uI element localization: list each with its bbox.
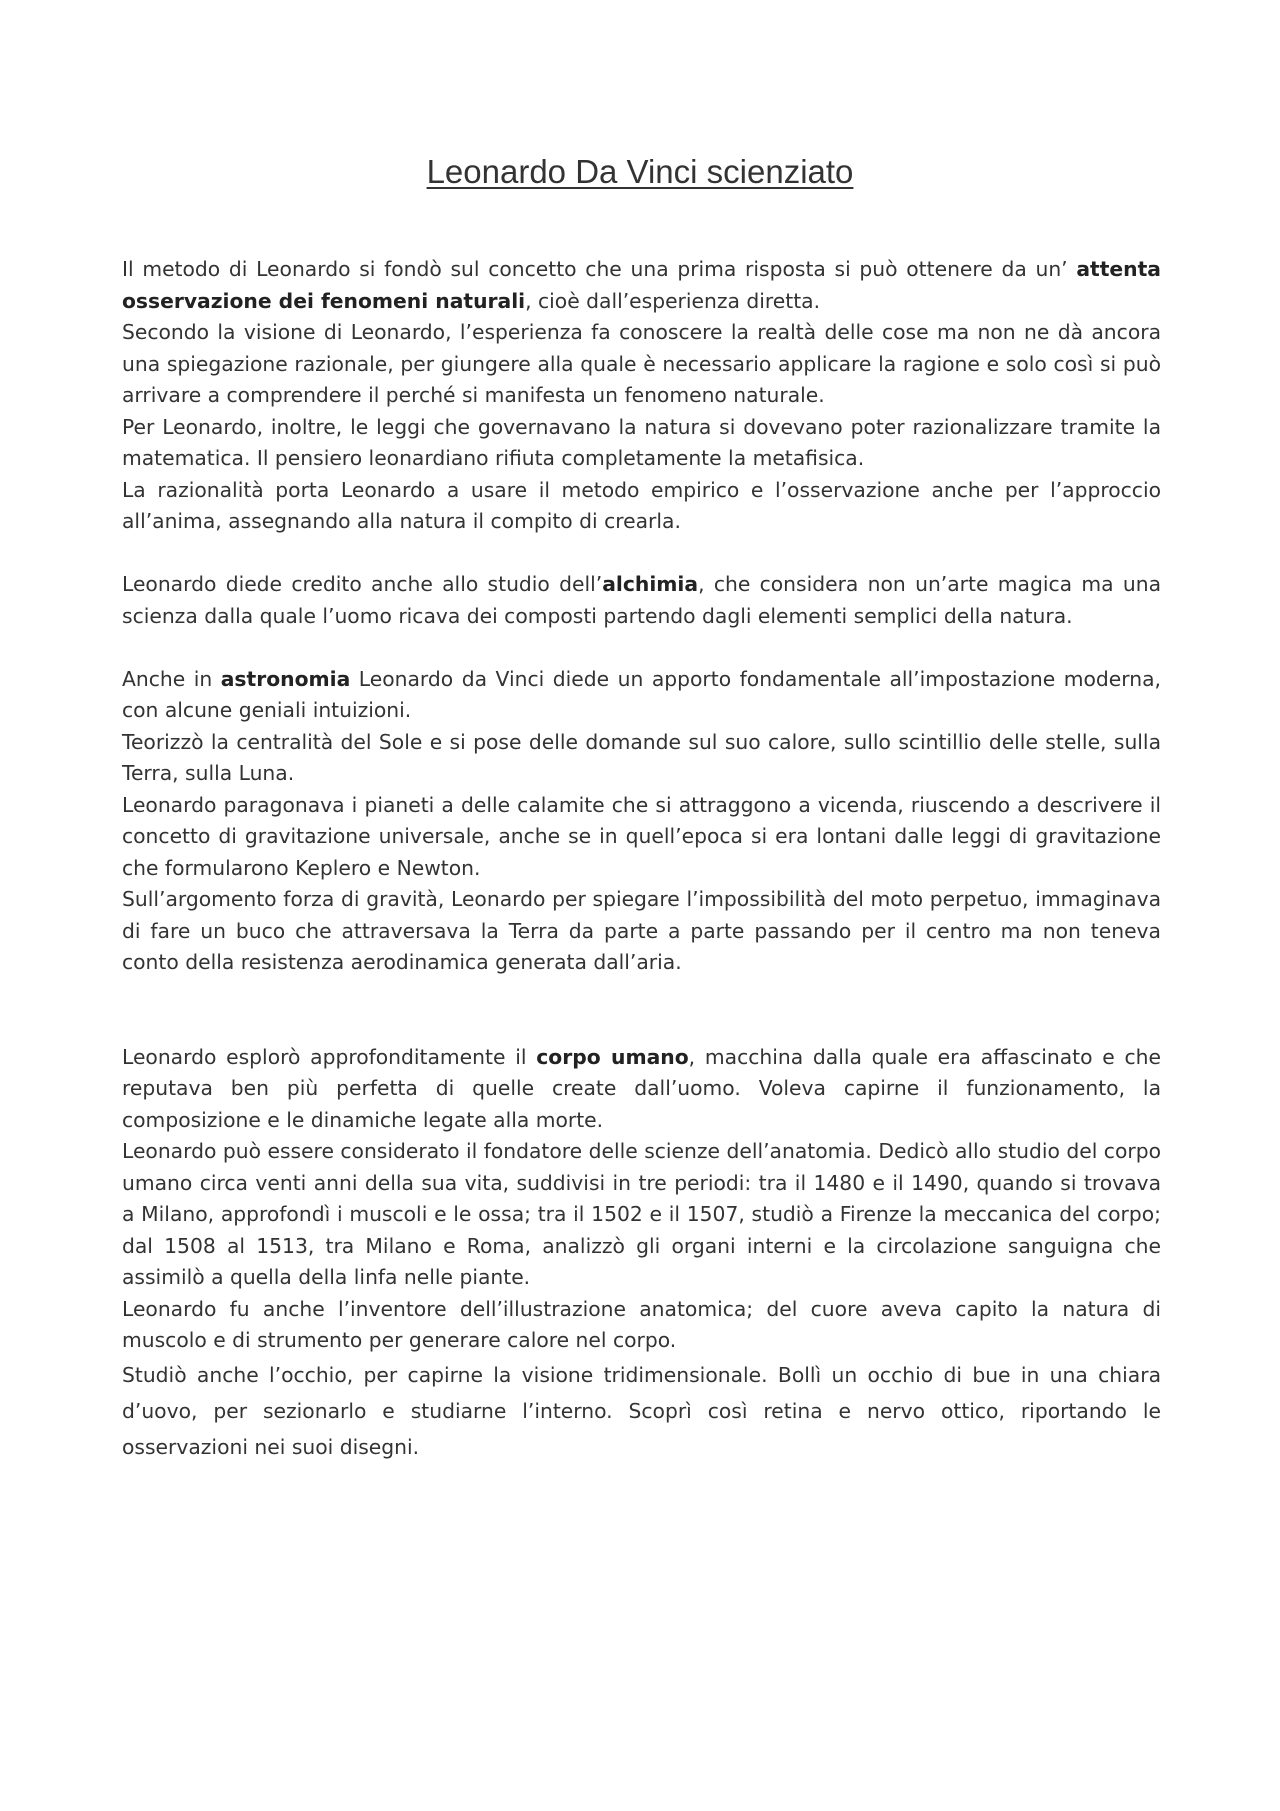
paragraph-text: , cioè dall’esperienza diretta.: [525, 288, 821, 313]
paragraph-text: Anche in: [122, 666, 221, 691]
document-title: [0, 152, 1280, 192]
paragraph-mathematics: Per Leonardo, inoltre, le leggi che governavano la natura si dovevano poter razionalizzare tramite la matematica. Il pensiero leonardiano rifiuta completamente la metafisica.: [122, 414, 1161, 470]
paragraph-text: , che considera non un’arte magica ma una scienza dalla quale l’uomo ricava dei composti partendo dagli elementi semplici della natura.: [122, 572, 1161, 628]
paragraph-method: [122, 254, 1161, 317]
paragraph-text: Leonardo esplorò approfonditamente il: [122, 1044, 537, 1069]
paragraph-sun: Teorizzò la centralità del Sole e si pose delle domande sul suo calore, sullo scintillio delle stelle, sulla Terra, sulla Luna.: [122, 729, 1161, 785]
paragraph-text: Il metodo di Leonardo si fondò sul concetto che una prima risposta si può ottenere da un’: [122, 257, 1077, 281]
paragraph-gravity: Sull’argomento forza di gravità, Leonardo per spiegare l’impossibilità del moto perpetuo, immaginava di fare un buco che attraversava la Terra da parte a parte passando per il centro ma non teneva conto della resistenza aerodinamica generata dall’aria.: [122, 887, 1161, 974]
bold-term: astronomia: [220, 666, 351, 691]
bold-term: attenta osservazione dei fenomeni naturali: [122, 257, 1161, 313]
paragraph-text: Leonardo da Vinci diede un apporto fondamentale all’impostazione moderna, con alcune geniali intuizioni.: [122, 666, 1161, 722]
paragraph-human-body: [122, 1042, 1161, 1137]
paragraph-anatomy: Leonardo può essere considerato il fondatore delle scienze dell’anatomia. Dedicò allo studio del corpo umano circa venti anni della sua vita, suddivisi in tre periodi: tra il 1480 e il 1490, quando si trovava a Milano, approfondì i muscoli e le ossa; tra il 1502 e il 1507, studiò a Firenze la meccanica del corpo; dal 1508 al 1513, tra Milano e Roma, analizzò gli organi interni e la circolazione sanguigna che assimilò a quella della linfa nelle piante.: [122, 1139, 1161, 1289]
paragraph-alchemy: [122, 569, 1161, 632]
paragraph-planets: Leonardo paragonava i pianeti a delle calamite che si attraggono a vicenda, riuscendo a descrivere il concetto di gravitazione universale, anche se in quell’epoca si era lontani dalle leggi di gravitazione che formularono Keplero e Newton.: [122, 792, 1161, 880]
paragraph-rationality: La razionalità porta Leonardo a usare il metodo empirico e l’osservazione anche per l’approccio all’anima, assegnando alla natura il compito di crearla.: [122, 477, 1161, 533]
paragraph-illustration: Leonardo fu anche l’inventore dell’illustrazione anatomica; del cuore aveva capito la natura di muscolo e di strumento per generare calore nel corpo.: [122, 1296, 1161, 1352]
paragraph-vision: Secondo la visione di Leonardo, l’esperienza fa conoscere la realtà delle cose ma non ne dà ancora una spiegazione razionale, per giungere alla quale è necessario applicare la ragione e solo così si può arrivare a comprendere il perché si manifesta un fenomeno naturale.: [122, 320, 1161, 407]
spacer: [122, 979, 1161, 1042]
spacer: [122, 538, 1161, 570]
bold-term: corpo umano: [536, 1044, 689, 1069]
spacer: [122, 632, 1161, 664]
title-text: Leonardo Da Vinci scienziato: [426, 153, 854, 190]
paragraph-text: Leonardo diede credito anche allo studio dell’: [122, 572, 603, 596]
bold-term: alchimia: [602, 572, 699, 596]
paragraph-eye: Studiò anche l’occhio, per capirne la visione tridimensionale. Bollì un occhio di bue in una chiara d’uovo, per sezionarlo e studiarne l’interno. Scoprì così retina e nervo ottico, riportando le osservazioni nei suoi disegni.: [122, 1362, 1161, 1459]
document-body: [122, 254, 1161, 1465]
paragraph-text: , macchina dalla quale era affascinato e che reputava ben più perfetta di quelle create dall’uomo. Voleva capirne il funzionamento, la composizione e le dinamiche legate alla morte.: [122, 1044, 1161, 1132]
paragraph-astronomy: [122, 664, 1161, 727]
